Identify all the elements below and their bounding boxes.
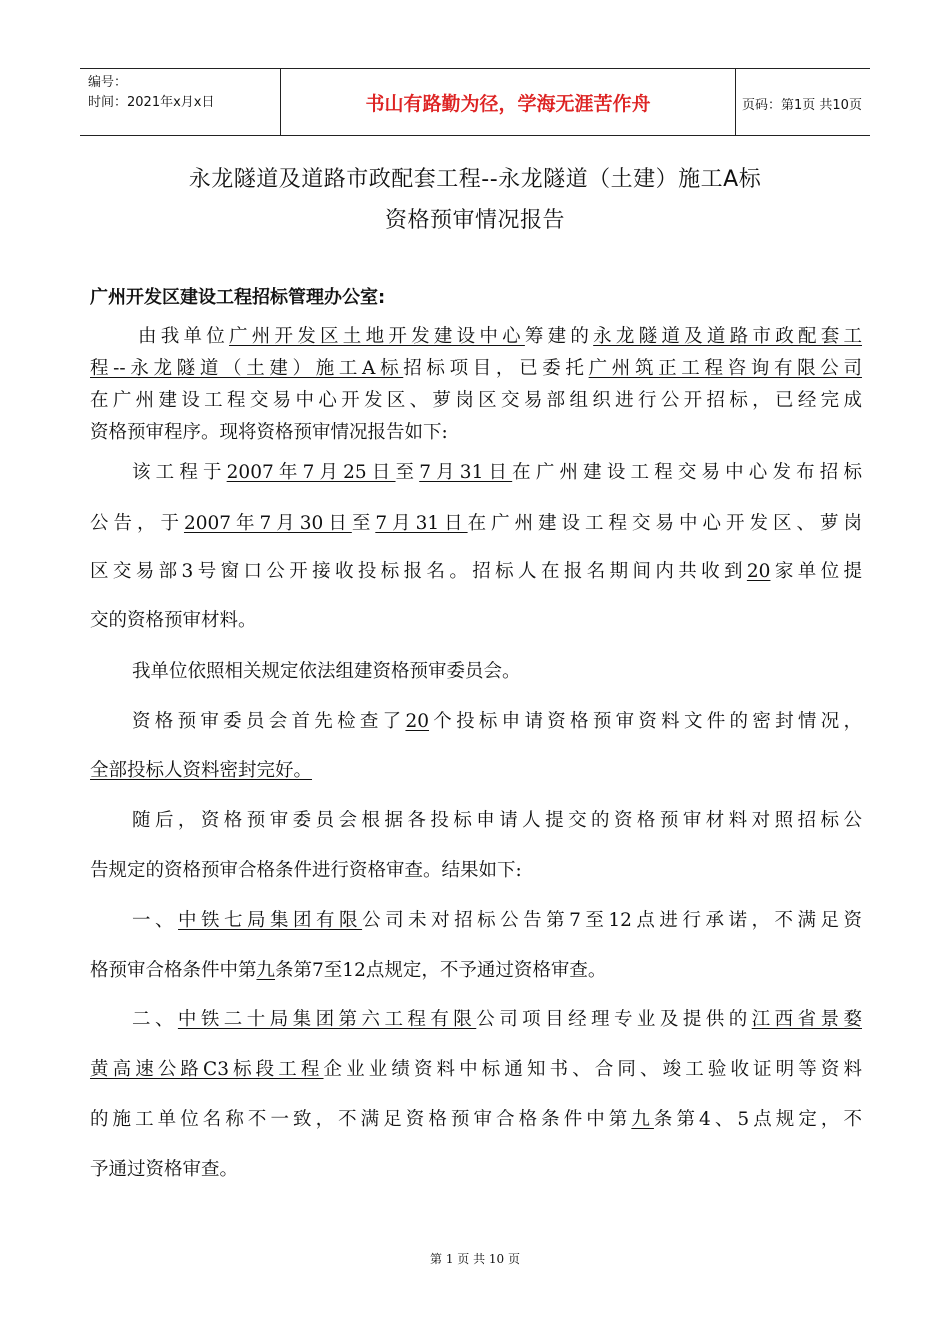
document-subtitle: 资格预审情况报告 xyxy=(384,208,565,233)
paragraph-line: 格预审合格条件中第九条第7至12点规定，不予通过资格审查。 xyxy=(90,960,607,981)
paragraph-line: 该工程于2007年7月25日至7月31日在广州建设工程交易中心发布招标 xyxy=(132,462,862,483)
paragraph-line: 我单位依照相关规定依法组建资格预审委员会。 xyxy=(132,661,521,682)
paragraph-line: 公告，于2007年7月30日至7月31日在广州建设工程交易中心开发区、萝岗 xyxy=(90,513,862,534)
paragraph-line: 二、中铁二十局集团第六工程有限公司项目经理专业及提供的江西省景婺 xyxy=(132,1009,862,1030)
paragraph-line: 程--永龙隧道（土建）施工A标招标项目，已委托广州筑正工程咨询有限公司 xyxy=(90,358,862,379)
paragraph-line: 在广州建设工程交易中心开发区、萝岗区交易部组织进行公开招标，已经完成 xyxy=(90,390,862,411)
paragraph-line: 随后，资格预审委员会根据各投标申请人提交的资格预审材料对照招标公 xyxy=(132,810,862,831)
paragraph-line: 一、中铁七局集团有限公司未对招标公告第7至12点进行承诺，不满足资 xyxy=(132,910,862,931)
addressee: 广州开发区建设工程招标管理办公室: xyxy=(90,287,386,308)
paragraph-line: 区交易部3号窗口公开接收投标报名。招标人在报名期间内共收到20家单位提 xyxy=(90,561,862,582)
number-label: 编号： xyxy=(88,75,128,90)
paragraph-line: 资格预审委员会首先检查了20个投标申请资格预审资料文件的密封情况， xyxy=(132,711,862,732)
document-title: 永龙隧道及道路市政配套工程--永龙隧道（土建）施工A标 xyxy=(188,167,762,192)
page-indicator: 页码：第1页 共10页 xyxy=(742,98,862,113)
paragraph-line: 交的资格预审材料。 xyxy=(90,610,257,631)
paragraph-line: 的施工单位名称不一致，不满足资格预审合格条件中第九条第4、5点规定，不 xyxy=(90,1109,862,1130)
time-label: 时间：2021年x月x日 xyxy=(88,95,215,110)
paragraph-line: 黄高速公路C3标段工程企业业绩资料中标通知书、合同、竣工验收证明等资料 xyxy=(90,1059,862,1080)
paragraph-line: 告规定的资格预审合格条件进行资格审查。结果如下: xyxy=(90,860,522,881)
paragraph-line: 全部投标人资料密封完好。 xyxy=(90,760,313,781)
paragraph-line: 予通过资格审查。 xyxy=(90,1159,239,1180)
motto: 书山有路勤为径，学海无涯苦作舟 xyxy=(280,69,736,135)
paragraph-line: 资格预审程序。现将资格预审情况报告如下: xyxy=(90,422,448,443)
page-footer: 第 1 页 共 10 页 xyxy=(430,1252,520,1266)
header-left xyxy=(88,73,214,113)
page-header xyxy=(80,68,870,136)
paragraph-line: 由我单位广州开发区土地开发建设中心筹建的永龙隧道及道路市政配套工 xyxy=(138,326,862,347)
